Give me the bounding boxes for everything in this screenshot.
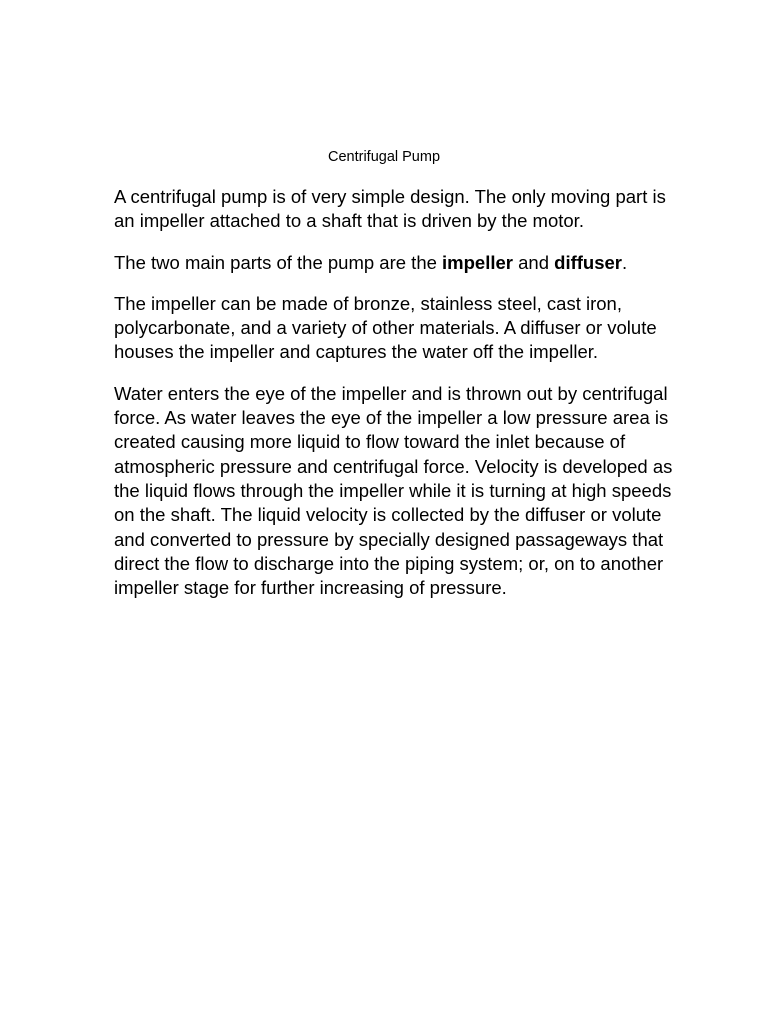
bold-term-impeller: impeller xyxy=(442,251,513,273)
paragraph-intro: A centrifugal pump is of very simple design. The only moving part is an impeller attached to a shaft that is driven by the motor. xyxy=(114,186,666,232)
document-body xyxy=(114,185,674,617)
paragraph-materials: The impeller can be made of bronze, stainless steel, cast iron, polycarbonate, and a variety of other materials. A diffuser or volute houses the impeller and captures the water off the impeller. xyxy=(114,292,657,363)
main-parts-text-mid: and xyxy=(513,251,555,273)
main-parts-text-before: The two main parts of the pump are the xyxy=(114,251,443,273)
bold-term-diffuser: diffuser xyxy=(554,251,622,273)
paragraph-main-parts xyxy=(114,251,674,275)
document-title: Centrifugal Pump xyxy=(327,149,441,165)
main-parts-text-after: . xyxy=(622,251,628,273)
paragraph-operation: Water enters the eye of the impeller and is thrown out by centrifugal force. As water leaves the eye of the impeller a low pressure area is created causing more liquid to flow toward the inlet because of atmospheric pressure and centrifugal force. Velocity is developed as the liquid flows through the impeller while it is turning at high speeds on the shaft. The liquid velocity is collected by the diffuser or volute and converted to pressure by specially designed passageways that direct the flow to discharge into the piping system; or, on to another impeller stage for further increasing of pressure. xyxy=(114,382,673,599)
